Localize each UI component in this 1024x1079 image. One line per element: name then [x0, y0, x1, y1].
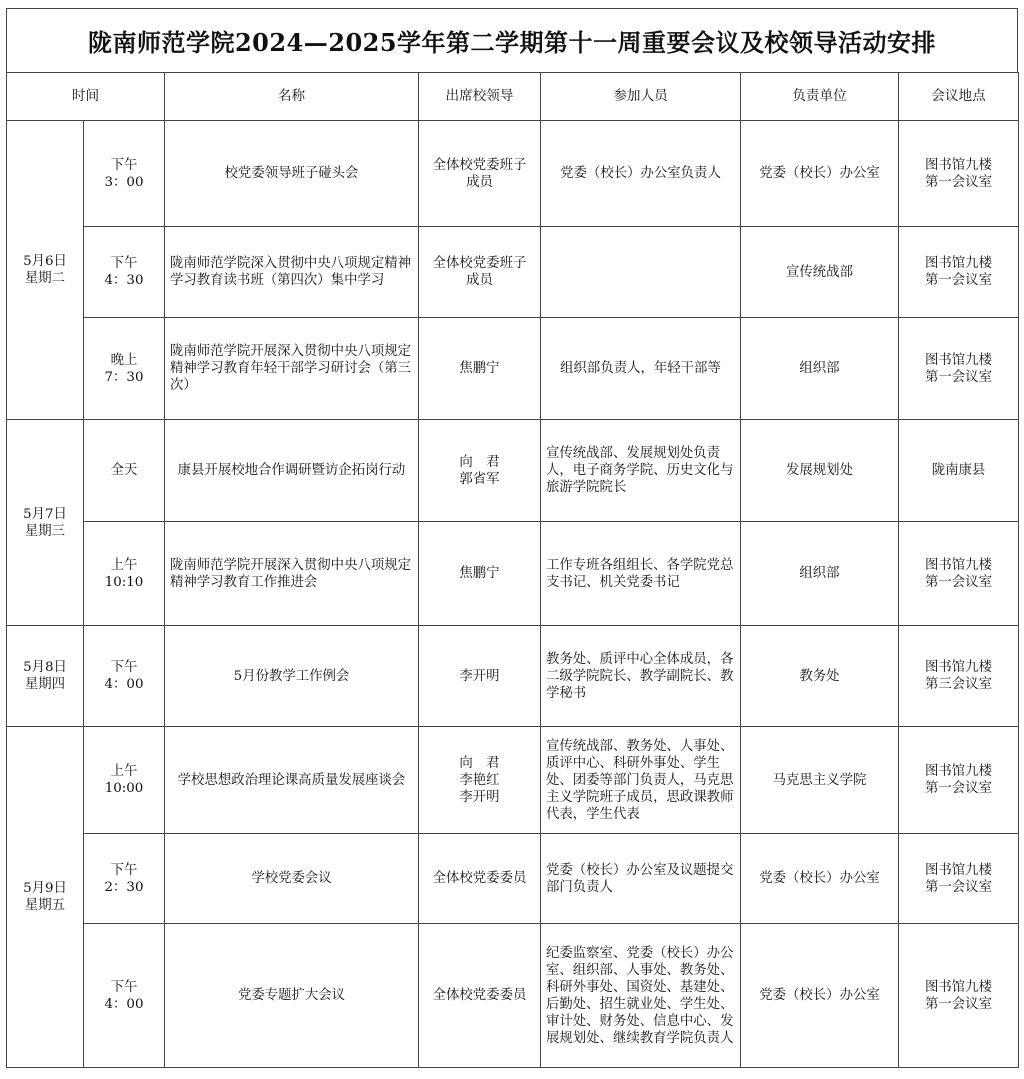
location-cell: 图书馆九楼 第一会议室	[899, 522, 1019, 626]
meeting-name-cell: 学校思想政治理论课高质量发展座谈会	[165, 727, 419, 834]
participants-cell: 教务处、质评中心全体成员，各二级学院院长、教学副院长、教学秘书	[541, 626, 741, 727]
table-row	[7, 834, 1019, 924]
page-title: 陇南师范学院2024—2025学年第二学期第十一周重要会议及校领导活动安排	[6, 8, 1018, 72]
unit-cell: 党委（校长）办公室	[741, 924, 899, 1068]
meeting-name-cell: 陇南师范学院开展深入贯彻中央八项规定精神学习教育年轻干部学习研讨会（第三次）	[165, 318, 419, 420]
schedule-table	[6, 72, 1019, 1068]
time-cell: 上午 10:00	[84, 727, 165, 834]
header-name: 名称	[165, 73, 419, 121]
meeting-name-cell: 校党委领导班子碰头会	[165, 121, 419, 227]
location-cell: 图书馆九楼 第一会议室	[899, 121, 1019, 227]
day-cell: 5月8日 星期四	[7, 626, 84, 727]
day-cell: 5月9日 星期五	[7, 727, 84, 1068]
unit-cell: 党委（校长）办公室	[741, 121, 899, 227]
leader-cell: 全体校党委委员	[419, 924, 541, 1068]
location-cell: 陇南康县	[899, 420, 1019, 522]
time-cell: 下午 2：30	[84, 834, 165, 924]
header-leader: 出席校领导	[419, 73, 541, 121]
unit-cell: 党委（校长）办公室	[741, 834, 899, 924]
header-participants: 参加人员	[541, 73, 741, 121]
participants-cell	[541, 227, 741, 318]
table-row	[7, 727, 1019, 834]
table-row	[7, 227, 1019, 318]
time-cell: 下午 4：00	[84, 626, 165, 727]
leader-cell: 全体校党委委员	[419, 834, 541, 924]
table-row	[7, 121, 1019, 227]
location-cell: 图书馆九楼 第一会议室	[899, 318, 1019, 420]
location-cell: 图书馆九楼 第一会议室	[899, 834, 1019, 924]
table-row	[7, 420, 1019, 522]
unit-cell: 组织部	[741, 522, 899, 626]
meeting-name-cell: 陇南师范学院深入贯彻中央八项规定精神学习教育读书班（第四次）集中学习	[165, 227, 419, 318]
leader-cell: 全体校党委班子 成员	[419, 227, 541, 318]
participants-cell: 宣传统战部、教务处、人事处、质评中心、科研外事处、学生处、团委等部门负责人，马克思主义学院班子成员，思政课教师代表，学生代表	[541, 727, 741, 834]
location-cell: 图书馆九楼 第三会议室	[899, 626, 1019, 727]
meeting-name-cell: 党委专题扩大会议	[165, 924, 419, 1068]
participants-cell: 党委（校长）办公室及议题提交部门负责人	[541, 834, 741, 924]
unit-cell: 发展规划处	[741, 420, 899, 522]
time-cell: 下午 4：30	[84, 227, 165, 318]
day-cell: 5月6日 星期二	[7, 121, 84, 420]
day-cell: 5月7日 星期三	[7, 420, 84, 626]
participants-cell: 纪委监察室、党委（校长）办公室、组织部、人事处、教务处、科研外事处、国资处、基建处、后勤处、招生就业处、学生处、审计处、财务处、信息中心、发展规划处、继续教育学院负责人	[541, 924, 741, 1068]
unit-cell: 马克思主义学院	[741, 727, 899, 834]
header-location: 会议地点	[899, 73, 1019, 121]
participants-cell: 宣传统战部、发展规划处负责人，电子商务学院、历史文化与旅游学院院长	[541, 420, 741, 522]
participants-cell: 党委（校长）办公室负责人	[541, 121, 741, 227]
time-cell: 晚上 7：30	[84, 318, 165, 420]
location-cell: 图书馆九楼 第一会议室	[899, 227, 1019, 318]
unit-cell: 教务处	[741, 626, 899, 727]
meeting-name-cell: 康县开展校地合作调研暨访企拓岗行动	[165, 420, 419, 522]
header-row	[7, 73, 1019, 121]
leader-cell: 向 君 郭省军	[419, 420, 541, 522]
meeting-name-cell: 陇南师范学院开展深入贯彻中央八项规定精神学习教育工作推进会	[165, 522, 419, 626]
location-cell: 图书馆九楼 第一会议室	[899, 924, 1019, 1068]
time-cell: 上午 10:10	[84, 522, 165, 626]
leader-cell: 向 君 李艳红 李开明	[419, 727, 541, 834]
header-time: 时间	[7, 73, 165, 121]
leader-cell: 李开明	[419, 626, 541, 727]
time-cell: 全天	[84, 420, 165, 522]
meeting-name-cell: 5月份教学工作例会	[165, 626, 419, 727]
table-row	[7, 318, 1019, 420]
table-row	[7, 626, 1019, 727]
header-unit: 负责单位	[741, 73, 899, 121]
table-row	[7, 522, 1019, 626]
participants-cell: 组织部负责人，年轻干部等	[541, 318, 741, 420]
time-cell: 下午 4：00	[84, 924, 165, 1068]
meeting-name-cell: 学校党委会议	[165, 834, 419, 924]
table-row	[7, 924, 1019, 1068]
time-cell: 下午 3：00	[84, 121, 165, 227]
participants-cell: 工作专班各组组长、各学院党总支书记、机关党委书记	[541, 522, 741, 626]
leader-cell: 全体校党委班子 成员	[419, 121, 541, 227]
leader-cell: 焦鹏宁	[419, 522, 541, 626]
leader-cell: 焦鹏宁	[419, 318, 541, 420]
unit-cell: 宣传统战部	[741, 227, 899, 318]
location-cell: 图书馆九楼 第一会议室	[899, 727, 1019, 834]
unit-cell: 组织部	[741, 318, 899, 420]
